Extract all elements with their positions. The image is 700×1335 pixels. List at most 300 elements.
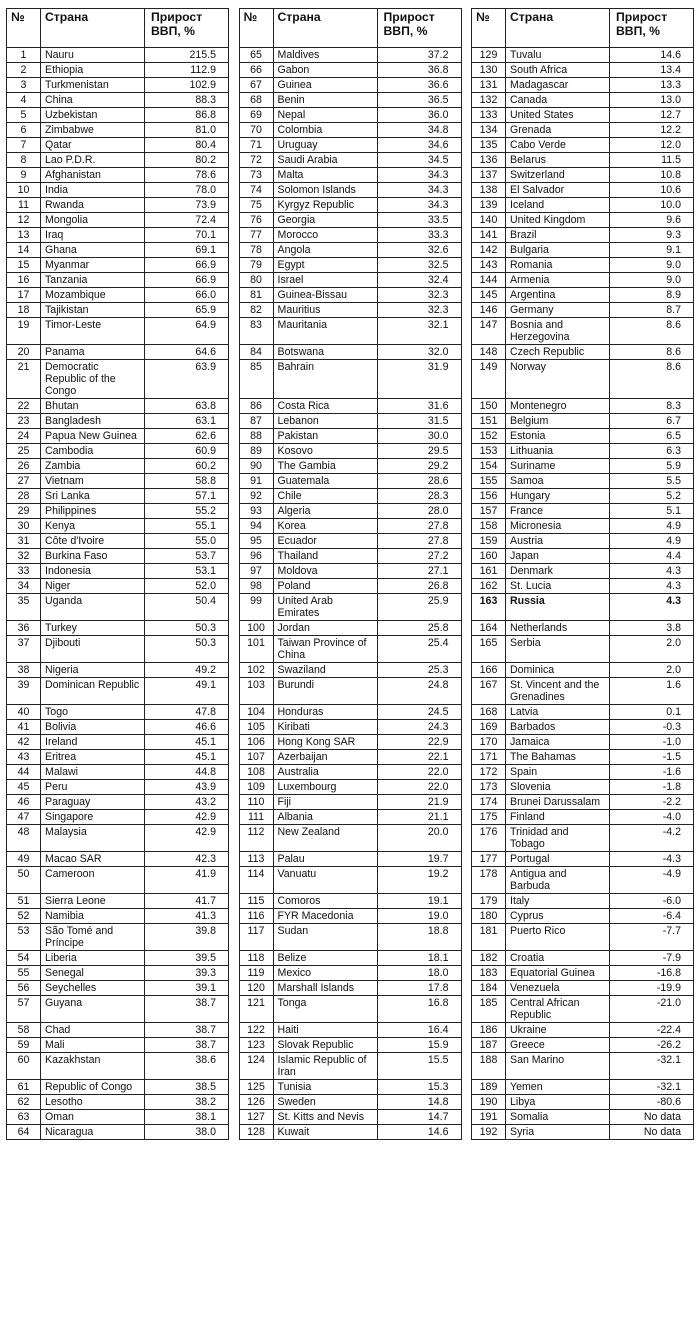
header-gdp-growth <box>610 9 694 48</box>
rank-cell: 141 <box>472 228 506 243</box>
table-row <box>239 825 461 852</box>
table-row <box>472 108 694 123</box>
table-row <box>472 243 694 258</box>
table-row <box>7 735 229 750</box>
rank-cell: 184 <box>472 981 506 996</box>
table-row <box>472 198 694 213</box>
country-cell: Moldova <box>273 564 377 579</box>
gdp-growth-cell: 39.3 <box>145 966 229 981</box>
rank-cell: 33 <box>7 564 41 579</box>
rank-cell: 174 <box>472 795 506 810</box>
table-row <box>472 414 694 429</box>
gdp-growth-cell: 33.5 <box>377 213 461 228</box>
table-row <box>239 360 461 399</box>
country-cell: Bhutan <box>41 399 145 414</box>
rank-cell: 119 <box>239 966 273 981</box>
table-row <box>7 138 229 153</box>
country-cell: Republic of Congo <box>41 1080 145 1095</box>
gdp-growth-cell: -7.7 <box>610 924 694 951</box>
table-row <box>7 429 229 444</box>
country-cell: Tajikistan <box>41 303 145 318</box>
rank-cell: 71 <box>239 138 273 153</box>
country-cell: Lesotho <box>41 1095 145 1110</box>
country-cell: Mali <box>41 1038 145 1053</box>
country-cell: Austria <box>506 534 610 549</box>
country-cell: Indonesia <box>41 564 145 579</box>
country-cell: Slovenia <box>506 780 610 795</box>
country-cell: Kuwait <box>273 1125 377 1140</box>
table-row <box>7 909 229 924</box>
table-row <box>239 621 461 636</box>
gdp-growth-cell: 42.9 <box>145 825 229 852</box>
country-cell: Equatorial Guinea <box>506 966 610 981</box>
table-row <box>7 303 229 318</box>
country-cell: Korea <box>273 519 377 534</box>
table-row <box>472 1095 694 1110</box>
country-cell: Haiti <box>273 1023 377 1038</box>
country-cell: San Marino <box>506 1053 610 1080</box>
rank-cell: 156 <box>472 489 506 504</box>
gdp-growth-cell: 30.0 <box>377 429 461 444</box>
rank-cell: 94 <box>239 519 273 534</box>
rank-cell: 96 <box>239 549 273 564</box>
table-row <box>472 564 694 579</box>
country-cell: Palau <box>273 852 377 867</box>
gdp-growth-cell: 8.3 <box>610 399 694 414</box>
gdp-growth-cell: No data <box>610 1110 694 1125</box>
gdp-growth-cell: 58.8 <box>145 474 229 489</box>
country-cell: Finland <box>506 810 610 825</box>
rank-cell: 82 <box>239 303 273 318</box>
gdp-growth-cell: 3.8 <box>610 621 694 636</box>
table-row <box>7 360 229 399</box>
gdp-growth-cell: 24.5 <box>377 705 461 720</box>
rank-cell: 5 <box>7 108 41 123</box>
country-cell: France <box>506 504 610 519</box>
country-cell: Lithuania <box>506 444 610 459</box>
table-row <box>239 198 461 213</box>
rank-cell: 161 <box>472 564 506 579</box>
gdp-growth-cell: 64.9 <box>145 318 229 345</box>
gdp-growth-cell: -7.9 <box>610 951 694 966</box>
rank-cell: 28 <box>7 489 41 504</box>
gdp-growth-cell: 69.1 <box>145 243 229 258</box>
gdp-growth-cell: 28.0 <box>377 504 461 519</box>
rank-cell: 50 <box>7 867 41 894</box>
gdp-growth-cell: 80.2 <box>145 153 229 168</box>
gdp-growth-cell: 88.3 <box>145 93 229 108</box>
rank-cell: 165 <box>472 636 506 663</box>
rank-cell: 20 <box>7 345 41 360</box>
table-row <box>7 414 229 429</box>
gdp-growth-cell: 27.8 <box>377 534 461 549</box>
gdp-growth-cell: 14.6 <box>377 1125 461 1140</box>
rank-cell: 107 <box>239 750 273 765</box>
header-row <box>7 9 229 48</box>
gdp-growth-cell: 39.5 <box>145 951 229 966</box>
country-cell: Uzbekistan <box>41 108 145 123</box>
gdp-growth-cell: 73.9 <box>145 198 229 213</box>
country-cell: Armenia <box>506 273 610 288</box>
rank-cell: 108 <box>239 765 273 780</box>
gdp-growth-cell: 81.0 <box>145 123 229 138</box>
rank-cell: 104 <box>239 705 273 720</box>
gdp-growth-cell: 38.7 <box>145 1023 229 1038</box>
rank-cell: 97 <box>239 564 273 579</box>
country-cell: Netherlands <box>506 621 610 636</box>
rank-cell: 163 <box>472 594 506 621</box>
rank-cell: 9 <box>7 168 41 183</box>
rank-cell: 137 <box>472 168 506 183</box>
gdp-growth-cell: -4.3 <box>610 852 694 867</box>
country-cell: Guatemala <box>273 474 377 489</box>
rank-cell: 151 <box>472 414 506 429</box>
header-gdp-growth-line1: Прирост <box>151 10 203 24</box>
rank-cell: 173 <box>472 780 506 795</box>
table-row <box>472 579 694 594</box>
rank-cell: 30 <box>7 519 41 534</box>
rank-cell: 67 <box>239 78 273 93</box>
rank-cell: 122 <box>239 1023 273 1038</box>
country-cell: Lebanon <box>273 414 377 429</box>
rank-cell: 90 <box>239 459 273 474</box>
country-cell: São Tomé and Príncipe <box>41 924 145 951</box>
gdp-growth-cell: 12.0 <box>610 138 694 153</box>
gdp-growth-cell: -6.0 <box>610 894 694 909</box>
table-row <box>472 765 694 780</box>
rank-cell: 34 <box>7 579 41 594</box>
table-row <box>472 981 694 996</box>
rank-cell: 109 <box>239 780 273 795</box>
country-cell: Zimbabwe <box>41 123 145 138</box>
gdp-growth-cell: 63.9 <box>145 360 229 399</box>
rank-cell: 162 <box>472 579 506 594</box>
table-row <box>7 780 229 795</box>
rank-cell: 189 <box>472 1080 506 1095</box>
country-cell: Sierra Leone <box>41 894 145 909</box>
rank-cell: 58 <box>7 1023 41 1038</box>
country-cell: Iraq <box>41 228 145 243</box>
table-row <box>239 459 461 474</box>
rank-cell: 39 <box>7 678 41 705</box>
rank-cell: 149 <box>472 360 506 399</box>
table-row <box>7 243 229 258</box>
country-cell: Norway <box>506 360 610 399</box>
header-row <box>472 9 694 48</box>
gdp-growth-cell: 15.9 <box>377 1038 461 1053</box>
country-cell: Argentina <box>506 288 610 303</box>
table-row <box>472 258 694 273</box>
rank-cell: 115 <box>239 894 273 909</box>
gdp-growth-cell: 32.1 <box>377 318 461 345</box>
table-row <box>7 825 229 852</box>
table-row <box>239 519 461 534</box>
gdp-growth-cell: 38.0 <box>145 1125 229 1140</box>
table-row <box>239 243 461 258</box>
rank-cell: 80 <box>239 273 273 288</box>
rank-cell: 6 <box>7 123 41 138</box>
gdp-growth-cell: 55.0 <box>145 534 229 549</box>
gdp-growth-cell: 5.2 <box>610 489 694 504</box>
country-cell: Botswana <box>273 345 377 360</box>
gdp-growth-cell: 27.8 <box>377 519 461 534</box>
country-cell: Trinidad and Tobago <box>506 825 610 852</box>
gdp-growth-cell: 9.0 <box>610 273 694 288</box>
country-cell: Montenegro <box>506 399 610 414</box>
rank-cell: 170 <box>472 735 506 750</box>
country-cell: Malta <box>273 168 377 183</box>
country-cell: St. Lucia <box>506 579 610 594</box>
gdp-growth-cell: 16.4 <box>377 1023 461 1038</box>
country-cell: Namibia <box>41 909 145 924</box>
country-cell: Serbia <box>506 636 610 663</box>
gdp-growth-cell: 22.1 <box>377 750 461 765</box>
table-row <box>239 504 461 519</box>
table-row <box>239 924 461 951</box>
country-cell: Taiwan Province of China <box>273 636 377 663</box>
country-cell: Latvia <box>506 705 610 720</box>
gdp-growth-cell: 53.1 <box>145 564 229 579</box>
gdp-growth-cell: 63.1 <box>145 414 229 429</box>
rank-cell: 169 <box>472 720 506 735</box>
table-row <box>472 48 694 63</box>
rank-cell: 60 <box>7 1053 41 1080</box>
rank-cell: 190 <box>472 1095 506 1110</box>
country-cell: Romania <box>506 258 610 273</box>
table-row <box>239 258 461 273</box>
gdp-growth-cell: 72.4 <box>145 213 229 228</box>
gdp-growth-cell: 66.0 <box>145 288 229 303</box>
rank-cell: 188 <box>472 1053 506 1080</box>
table-row <box>239 810 461 825</box>
table-row <box>472 894 694 909</box>
country-cell: Kiribati <box>273 720 377 735</box>
header-country: Страна <box>273 9 377 48</box>
rank-cell: 111 <box>239 810 273 825</box>
gdp-growth-cell: 34.3 <box>377 168 461 183</box>
country-cell: Mauritania <box>273 318 377 345</box>
gdp-growth-cell: 80.4 <box>145 138 229 153</box>
country-cell: Tuvalu <box>506 48 610 63</box>
gdp-growth-cell: 31.5 <box>377 414 461 429</box>
rank-cell: 45 <box>7 780 41 795</box>
country-cell: Mozambique <box>41 288 145 303</box>
gdp-growth-cell: -32.1 <box>610 1080 694 1095</box>
country-cell: Uruguay <box>273 138 377 153</box>
country-cell: Suriname <box>506 459 610 474</box>
rank-cell: 180 <box>472 909 506 924</box>
gdp-growth-cell: 0.1 <box>610 705 694 720</box>
table-row <box>239 183 461 198</box>
rank-cell: 95 <box>239 534 273 549</box>
gdp-growth-cell: 28.6 <box>377 474 461 489</box>
rank-cell: 64 <box>7 1125 41 1140</box>
country-cell: Philippines <box>41 504 145 519</box>
country-cell: India <box>41 183 145 198</box>
gdp-growth-cell: 22.9 <box>377 735 461 750</box>
gdp-growth-cell: -1.8 <box>610 780 694 795</box>
gdp-growth-cell: 17.8 <box>377 981 461 996</box>
table-row <box>7 273 229 288</box>
gdp-growth-cell: 33.3 <box>377 228 461 243</box>
gdp-growth-cell: 36.8 <box>377 63 461 78</box>
gdp-growth-cell: 4.3 <box>610 564 694 579</box>
country-cell: Nigeria <box>41 663 145 678</box>
table-row <box>472 852 694 867</box>
table-row <box>7 108 229 123</box>
country-cell: Swaziland <box>273 663 377 678</box>
gdp-growth-cell: 42.3 <box>145 852 229 867</box>
rank-cell: 192 <box>472 1125 506 1140</box>
country-cell: Greece <box>506 1038 610 1053</box>
country-cell: Mauritius <box>273 303 377 318</box>
country-cell: FYR Macedonia <box>273 909 377 924</box>
table-row <box>472 459 694 474</box>
table-row <box>239 594 461 621</box>
rank-cell: 123 <box>239 1038 273 1053</box>
country-cell: Chile <box>273 489 377 504</box>
ranking-table-3 <box>471 8 694 1140</box>
country-cell: Yemen <box>506 1080 610 1095</box>
country-cell: Estonia <box>506 429 610 444</box>
table-row <box>7 663 229 678</box>
table-row <box>239 1125 461 1140</box>
header-gdp-growth-line2: ВВП, % <box>151 24 195 38</box>
gdp-growth-cell: 29.2 <box>377 459 461 474</box>
rank-cell: 155 <box>472 474 506 489</box>
table-row <box>239 1095 461 1110</box>
table-row <box>7 894 229 909</box>
table-row <box>472 303 694 318</box>
table-row <box>7 579 229 594</box>
country-cell: Belgium <box>506 414 610 429</box>
table-row <box>239 951 461 966</box>
rank-cell: 48 <box>7 825 41 852</box>
rank-cell: 140 <box>472 213 506 228</box>
gdp-growth-cell: 41.7 <box>145 894 229 909</box>
header-num: № <box>239 9 273 48</box>
rank-cell: 102 <box>239 663 273 678</box>
gdp-growth-cell: -22.4 <box>610 1023 694 1038</box>
gdp-growth-cell: 31.6 <box>377 399 461 414</box>
table-row <box>239 108 461 123</box>
gdp-growth-cell: -4.2 <box>610 825 694 852</box>
rank-cell: 131 <box>472 78 506 93</box>
header-row <box>239 9 461 48</box>
rank-cell: 18 <box>7 303 41 318</box>
gdp-growth-cell: -2.2 <box>610 795 694 810</box>
gdp-growth-cell: 62.6 <box>145 429 229 444</box>
rank-cell: 65 <box>239 48 273 63</box>
table-row <box>7 1125 229 1140</box>
gdp-growth-cell: 27.1 <box>377 564 461 579</box>
gdp-growth-cell: 10.8 <box>610 168 694 183</box>
table-row <box>7 636 229 663</box>
country-cell: Zambia <box>41 459 145 474</box>
table-row <box>472 123 694 138</box>
gdp-growth-cell: 10.0 <box>610 198 694 213</box>
rank-cell: 69 <box>239 108 273 123</box>
table-row <box>7 867 229 894</box>
table-row <box>239 168 461 183</box>
gdp-growth-cell: 6.5 <box>610 429 694 444</box>
country-cell: Gabon <box>273 63 377 78</box>
gdp-growth-cell: -4.9 <box>610 867 694 894</box>
country-cell: The Bahamas <box>506 750 610 765</box>
rank-cell: 133 <box>472 108 506 123</box>
gdp-growth-cell: 22.0 <box>377 780 461 795</box>
country-cell: Bahrain <box>273 360 377 399</box>
rank-cell: 68 <box>239 93 273 108</box>
table-row <box>239 153 461 168</box>
table-row <box>239 894 461 909</box>
gdp-growth-cell: 49.2 <box>145 663 229 678</box>
rank-cell: 100 <box>239 621 273 636</box>
rank-cell: 46 <box>7 795 41 810</box>
country-cell: Kosovo <box>273 444 377 459</box>
table-row <box>472 444 694 459</box>
table-row <box>472 168 694 183</box>
country-cell: Samoa <box>506 474 610 489</box>
country-cell: Belize <box>273 951 377 966</box>
rank-cell: 56 <box>7 981 41 996</box>
table-row <box>472 663 694 678</box>
country-cell: Jordan <box>273 621 377 636</box>
country-cell: Syria <box>506 1125 610 1140</box>
gdp-growth-cell: 4.9 <box>610 519 694 534</box>
gdp-growth-cell: 57.1 <box>145 489 229 504</box>
gdp-growth-cell: 32.4 <box>377 273 461 288</box>
rank-cell: 3 <box>7 78 41 93</box>
table-row <box>472 996 694 1023</box>
gdp-growth-cell: 9.0 <box>610 258 694 273</box>
country-cell: Guinea <box>273 78 377 93</box>
country-cell: Antigua and Barbuda <box>506 867 610 894</box>
table-row <box>239 78 461 93</box>
rank-cell: 78 <box>239 243 273 258</box>
rank-cell: 158 <box>472 519 506 534</box>
country-cell: China <box>41 93 145 108</box>
rank-cell: 85 <box>239 360 273 399</box>
table-row <box>239 123 461 138</box>
rank-cell: 59 <box>7 1038 41 1053</box>
gdp-growth-cell: 47.8 <box>145 705 229 720</box>
table-row <box>472 429 694 444</box>
gdp-growth-cell: 11.5 <box>610 153 694 168</box>
table-row <box>472 93 694 108</box>
rank-cell: 105 <box>239 720 273 735</box>
header-gdp-growth-line2: ВВП, % <box>383 24 428 38</box>
table-row <box>7 228 229 243</box>
table-row <box>472 1110 694 1125</box>
table-row <box>7 168 229 183</box>
rank-cell: 14 <box>7 243 41 258</box>
table-row <box>472 678 694 705</box>
country-cell: Dominican Republic <box>41 678 145 705</box>
country-cell: Israel <box>273 273 377 288</box>
table-row <box>7 981 229 996</box>
table-row <box>239 549 461 564</box>
gdp-growth-ranking-sheet <box>6 8 694 1140</box>
rank-cell: 167 <box>472 678 506 705</box>
country-cell: Sweden <box>273 1095 377 1110</box>
table-row <box>472 951 694 966</box>
gdp-growth-cell: -1.0 <box>610 735 694 750</box>
gdp-growth-cell: 8.6 <box>610 360 694 399</box>
table-row <box>239 444 461 459</box>
gdp-growth-cell: -1.6 <box>610 765 694 780</box>
gdp-growth-cell: 18.0 <box>377 966 461 981</box>
